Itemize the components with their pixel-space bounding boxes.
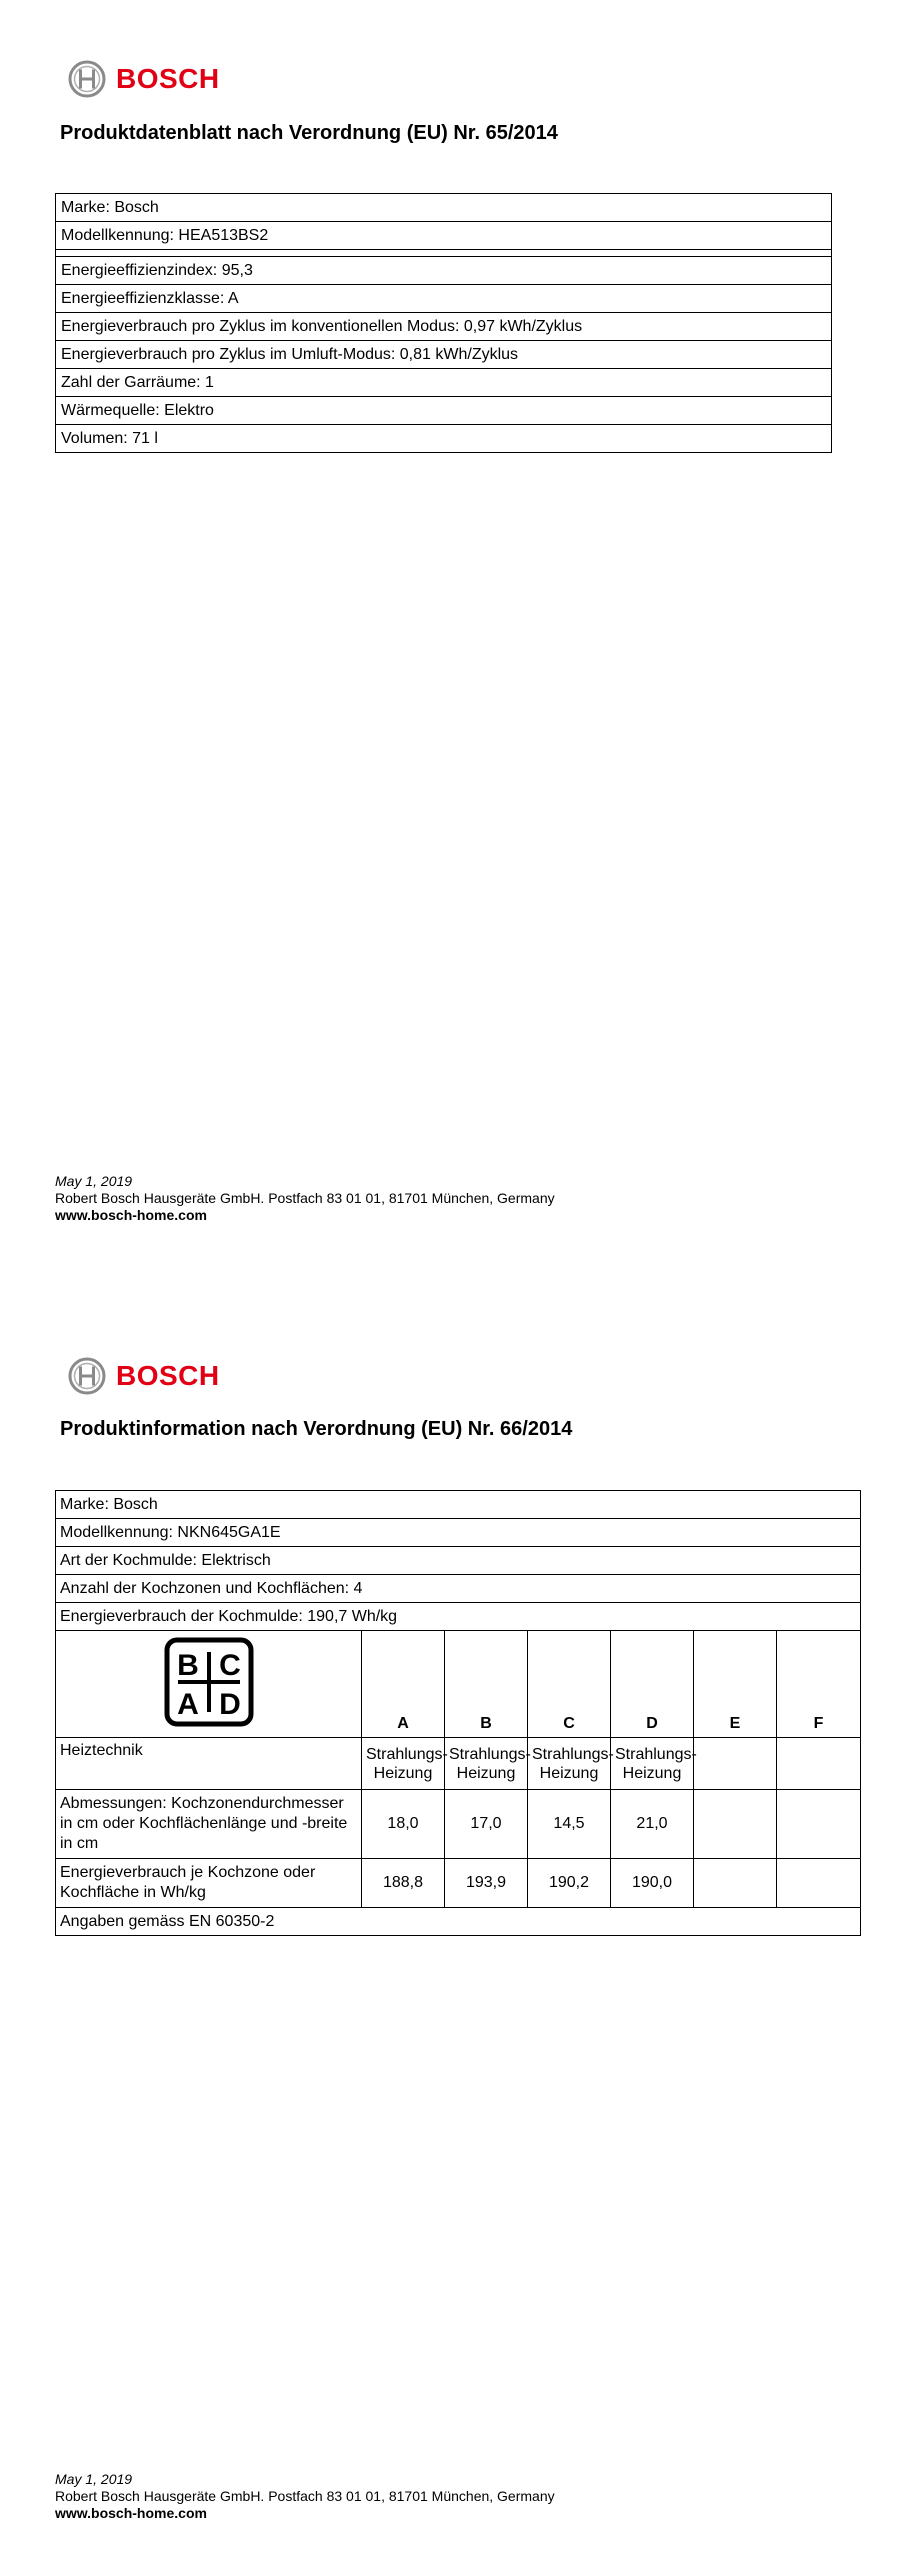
row-eei: Energieeffizienzindex: 95,3 bbox=[56, 257, 832, 285]
row-hob-type: Art der Kochmulde: Elektrisch bbox=[56, 1547, 861, 1575]
row-heat-source: Wärmequelle: Elektro bbox=[56, 397, 832, 425]
footer-date: May 1, 2019 bbox=[55, 1173, 133, 1189]
row-spacer bbox=[56, 250, 832, 257]
energie-zone-value: 193,9 bbox=[445, 1859, 528, 1908]
heiztechnik-label: Heiztechnik bbox=[56, 1738, 362, 1790]
energie-zone-value: 190,0 bbox=[611, 1859, 694, 1908]
heiztechnik-value: Strahlungs-Heizung bbox=[362, 1738, 445, 1790]
bosch-armature-icon bbox=[68, 60, 106, 98]
row-brand: Marke: Bosch bbox=[56, 194, 832, 222]
heiztechnik-value bbox=[777, 1738, 861, 1790]
row-cavities: Zahl der Garräume: 1 bbox=[56, 369, 832, 397]
row-brand: Marke: Bosch bbox=[56, 1491, 861, 1519]
zone-symbol-cell bbox=[56, 1631, 362, 1738]
hob-datasheet-table bbox=[55, 1490, 861, 1936]
abmessungen-value bbox=[777, 1790, 861, 1859]
abmessungen-value: 14,5 bbox=[528, 1790, 611, 1859]
energie-zone-label: Energieverbrauch je Kochzone oder Kochfläche in Wh/kg bbox=[56, 1859, 362, 1908]
bosch-armature-icon bbox=[68, 1357, 106, 1395]
symbol-letter-b: B bbox=[176, 1649, 199, 1682]
row-hob-energy: Energieverbrauch der Kochmulde: 190,7 Wh/kg bbox=[56, 1603, 861, 1631]
footer-date: May 1, 2019 bbox=[55, 2471, 133, 2487]
cooking-zone-symbol-icon bbox=[164, 1637, 254, 1727]
footer-address: Robert Bosch Hausgeräte GmbH. Postfach 83 01 01, 81701 München, Germany bbox=[55, 1190, 555, 1206]
page-title: Produktinformation nach Verordnung (EU) Nr. 66/2014 bbox=[60, 1418, 573, 1440]
symbol-letter-c: C bbox=[218, 1649, 241, 1682]
heiztechnik-value: Strahlungs-Heizung bbox=[445, 1738, 528, 1790]
zone-label-c: C bbox=[528, 1631, 611, 1738]
bosch-wordmark: BOSCH bbox=[116, 1360, 220, 1391]
footer-address: Robert Bosch Hausgeräte GmbH. Postfach 83 01 01, 81701 München, Germany bbox=[55, 2488, 555, 2504]
abmessungen-value bbox=[694, 1790, 777, 1859]
footer bbox=[55, 2471, 555, 2522]
abmessungen-value: 18,0 bbox=[362, 1790, 445, 1859]
row-model: Modellkennung: NKN645GA1E bbox=[56, 1519, 861, 1547]
footer-url[interactable]: www.bosch-home.com bbox=[55, 2505, 207, 2521]
footer-url[interactable]: www.bosch-home.com bbox=[55, 1207, 207, 1223]
zone-label-a: A bbox=[362, 1631, 445, 1738]
energie-zone-value bbox=[777, 1859, 861, 1908]
zone-label-e: E bbox=[694, 1631, 777, 1738]
bosch-logo bbox=[68, 60, 220, 98]
energie-zone-value: 190,2 bbox=[528, 1859, 611, 1908]
standard-note: Angaben gemäss EN 60350-2 bbox=[56, 1908, 861, 1936]
footer bbox=[55, 1173, 555, 1224]
row-conventional: Energieverbrauch pro Zyklus im konventionellen Modus: 0,97 kWh/Zyklus bbox=[56, 313, 832, 341]
bosch-wordmark: BOSCH bbox=[116, 63, 220, 94]
symbol-letter-a: A bbox=[176, 1688, 199, 1721]
oven-datasheet-table bbox=[55, 193, 832, 453]
bosch-logo bbox=[68, 1357, 220, 1395]
row-model: Modellkennung: HEA513BS2 bbox=[56, 222, 832, 250]
heiztechnik-value: Strahlungs-Heizung bbox=[611, 1738, 694, 1790]
abmessungen-value: 17,0 bbox=[445, 1790, 528, 1859]
symbol-letter-d: D bbox=[218, 1688, 241, 1721]
zone-label-d: D bbox=[611, 1631, 694, 1738]
row-zone-count: Anzahl der Kochzonen und Kochflächen: 4 bbox=[56, 1575, 861, 1603]
heiztechnik-value bbox=[694, 1738, 777, 1790]
heiztechnik-value: Strahlungs-Heizung bbox=[528, 1738, 611, 1790]
page-title: Produktdatenblatt nach Verordnung (EU) Nr. 65/2014 bbox=[60, 122, 558, 144]
zone-label-b: B bbox=[445, 1631, 528, 1738]
energie-zone-value bbox=[694, 1859, 777, 1908]
row-volume: Volumen: 71 l bbox=[56, 425, 832, 453]
zone-label-f: F bbox=[777, 1631, 861, 1738]
abmessungen-label: Abmessungen: Kochzonendurchmesser in cm oder Kochflächenlänge und -breite in cm bbox=[56, 1790, 362, 1859]
abmessungen-value: 21,0 bbox=[611, 1790, 694, 1859]
row-energy-class: Energieeffizienzklasse: A bbox=[56, 285, 832, 313]
energie-zone-value: 188,8 bbox=[362, 1859, 445, 1908]
row-fan: Energieverbrauch pro Zyklus im Umluft-Modus: 0,81 kWh/Zyklus bbox=[56, 341, 832, 369]
